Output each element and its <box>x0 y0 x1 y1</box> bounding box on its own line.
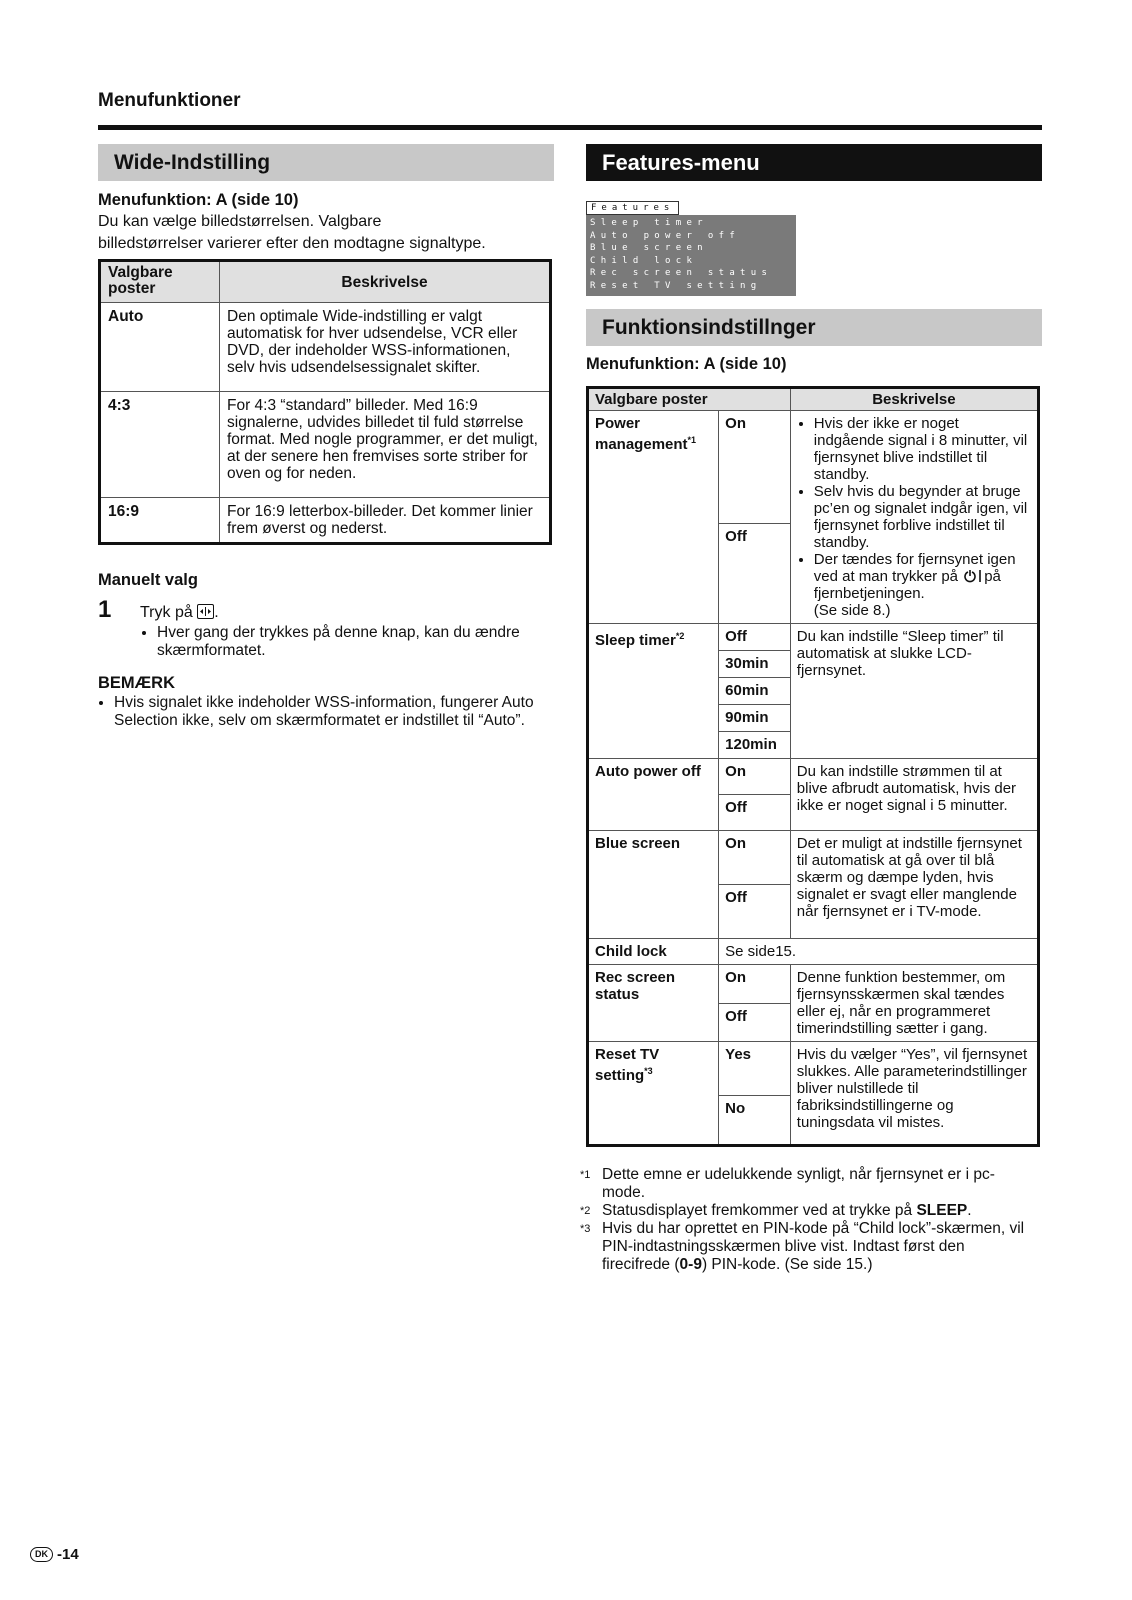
sleep-desc: Du kan indstille “Sleep timer” til automatisk at slukke LCD-fjernsynet. <box>790 624 1038 759</box>
power-on-option: On <box>719 411 791 524</box>
reset-desc: Hvis du vælger “Yes”, vil fjernsynet slukkes. Alle parameterindstillinger bliver nulstillede til fabriksindstillingerne og tuningsdata vil mistes. <box>790 1042 1038 1146</box>
note-text: • Hvis signalet ikke indeholder WSS-information, fungerer Auto Selection ikke, selv om skærmformatet er indstillet til “Auto”. <box>114 694 548 730</box>
table-row <box>588 831 1039 885</box>
sleep-option: Off <box>719 624 791 651</box>
child-item: Child lock <box>588 939 719 965</box>
table-row <box>588 411 1039 524</box>
section-title: Menufunktioner <box>98 90 241 111</box>
power-off-option: Off <box>719 523 791 623</box>
left-menu-ref: Menufunktion: A (side 10) <box>98 191 299 209</box>
table-row <box>100 392 551 498</box>
autopower-on-option: On <box>719 759 791 795</box>
child-desc: Se side15. <box>719 939 1039 965</box>
reset-item: Reset TV setting$^{*3}$ <box>588 1042 719 1146</box>
wide-desc: For 16:9 letterbox-billeder. Det kommer linier frem øverst og nederst. <box>220 498 551 544</box>
wide-section-heading: Wide-Indstilling <box>98 144 554 181</box>
features-table <box>586 386 1040 1147</box>
power-button-icon <box>962 569 984 583</box>
features-menu-heading: Features-menu <box>586 144 1042 181</box>
note-heading: BEMÆRK <box>98 674 175 692</box>
wide-desc: Den optimale Wide-indstilling er valgt automatisk for hver udsendelse, VCR eller DVD, der indeholder WSS-informationen, selv hvis udsendelsessignalet skifter. <box>220 303 551 392</box>
right-menu-ref: Menufunktion: A (side 10) <box>586 355 787 373</box>
func-settings-heading: Funktionsindstillnger <box>586 309 1042 346</box>
step-text: Tryk på <box>140 604 193 621</box>
table-row <box>100 303 551 392</box>
top-rule <box>98 125 1042 130</box>
autopower-item: Auto power off <box>588 759 719 831</box>
footnote-1: *1 Dette emne er udelukkende synligt, når fjernsynet er i pc-mode. <box>580 1166 995 1201</box>
features-table-wrapper <box>586 386 1040 1147</box>
wide-item: 16:9 <box>100 498 220 544</box>
table-row <box>100 498 551 544</box>
features-col1-header: Valgbare poster <box>588 388 791 411</box>
reset-no-option: No <box>719 1096 791 1146</box>
sleep-option: 90min <box>719 705 791 732</box>
wide-table-col1-header: Valgbare poster <box>100 261 220 303</box>
sleep-option: 120min <box>719 732 791 759</box>
osd-item-child-lock: Child lock <box>590 255 698 266</box>
power-desc: • Hvis der ikke er noget indgående signal i 8 minutter, vil fjernsynet blive indstillet til standby. • Selv hvis du begynder at bruge pc’en og signalet indgår igen, vil fjernsynet forblive indstillet til standby. • Der tændes for fjernsynet igen ved at man trykker på på fjernbetjeningen. (Se side 8.) <box>790 411 1038 624</box>
rec-desc: Denne funktion bestemmer, om fjernsynsskærmen skal tændes eller ej, når en programmeret timerindstilling sætter i gang. <box>790 965 1038 1042</box>
blue-desc: Det er muligt at indstille fjernsynet til automatisk at gå over til blå skærm og dæmpe lyden, hvis signalet er svagt eller manglende når fjernsynet er i TV-mode. <box>790 831 1038 939</box>
osd-item-reset-tv-setting: Reset TV setting <box>590 280 762 291</box>
left-intro-line-1: Du kan vælge billedstørrelsen. Valgbare <box>98 213 382 230</box>
wide-table <box>98 259 552 545</box>
sleep-option: 60min <box>719 678 791 705</box>
blue-item: Blue screen <box>588 831 719 939</box>
wide-item: 4:3 <box>100 392 220 498</box>
osd-list <box>586 215 796 296</box>
page-number: -14 <box>57 1546 79 1563</box>
rec-off-option: Off <box>719 1004 791 1042</box>
lang-badge: DK <box>30 1547 53 1562</box>
osd-item-auto-power-off: Auto power off <box>590 230 741 241</box>
footnote-2: *2 Statusdisplayet fremkommer ved at trykke på SLEEP. <box>580 1202 972 1219</box>
osd-item-blue-screen: Blue screen <box>590 243 708 254</box>
manual-heading: Manuelt valg <box>98 571 198 589</box>
rec-on-option: On <box>719 965 791 1004</box>
osd-item-sleep-timer: Sleep timer <box>590 218 708 228</box>
wide-table-col2-header: Beskrivelse <box>220 261 551 303</box>
table-row <box>588 624 1039 651</box>
sleep-item: Sleep timer$^{*2}$ <box>588 624 719 759</box>
wide-desc: For 4:3 “standard” billeder. Med 16:9 signalerne, udvides billedet til fuld størrelse format. Med nogle programmer, er det muligt, at der senere hen fremvises sorte striber for oven og for neden. <box>220 392 551 498</box>
wide-mode-button-icon <box>197 604 214 619</box>
reset-yes-option: Yes <box>719 1042 791 1096</box>
left-intro-line-2: billedstørrelser varierer efter den modtagne signaltype. <box>98 235 486 252</box>
step-bullet: • Hver gang der trykkes på denne knap, kan du ændre skærmformatet. <box>157 624 541 660</box>
power-item: Power management$^{*1}$ <box>588 411 719 624</box>
wide-item: Auto <box>100 303 220 392</box>
osd-tab-features: Features <box>586 201 679 215</box>
table-row <box>588 939 1039 965</box>
blue-on-option: On <box>719 831 791 885</box>
table-row <box>588 1042 1039 1096</box>
sleep-option: 30min <box>719 651 791 678</box>
autopower-desc: Du kan indstille strømmen til at blive afbrudt automatisk, hvis der ikke er noget signal i 5 minutter. <box>790 759 1038 831</box>
footnote-3: *3 Hvis du har oprettet en PIN-kode på “Child lock”-skærmen, vil PIN-indtastningsskærmen blive vist. Indtast først den firecifrede (0-9) PIN-kode. (Se side 15.) <box>580 1220 1025 1273</box>
features-col2-header: Beskrivelse <box>790 388 1038 411</box>
page-footer <box>30 1546 79 1563</box>
table-row <box>588 965 1039 1004</box>
rec-item: Rec screen status <box>588 965 719 1042</box>
autopower-off-option: Off <box>719 795 791 831</box>
table-row <box>588 759 1039 795</box>
blue-off-option: Off <box>719 885 791 939</box>
osd-item-rec-screen-status: Rec screen status <box>590 268 773 279</box>
footnotes <box>580 1166 1036 1274</box>
features-osd-menu <box>586 197 796 296</box>
step-number: 1 <box>98 596 112 623</box>
wide-table-wrapper <box>98 259 552 545</box>
